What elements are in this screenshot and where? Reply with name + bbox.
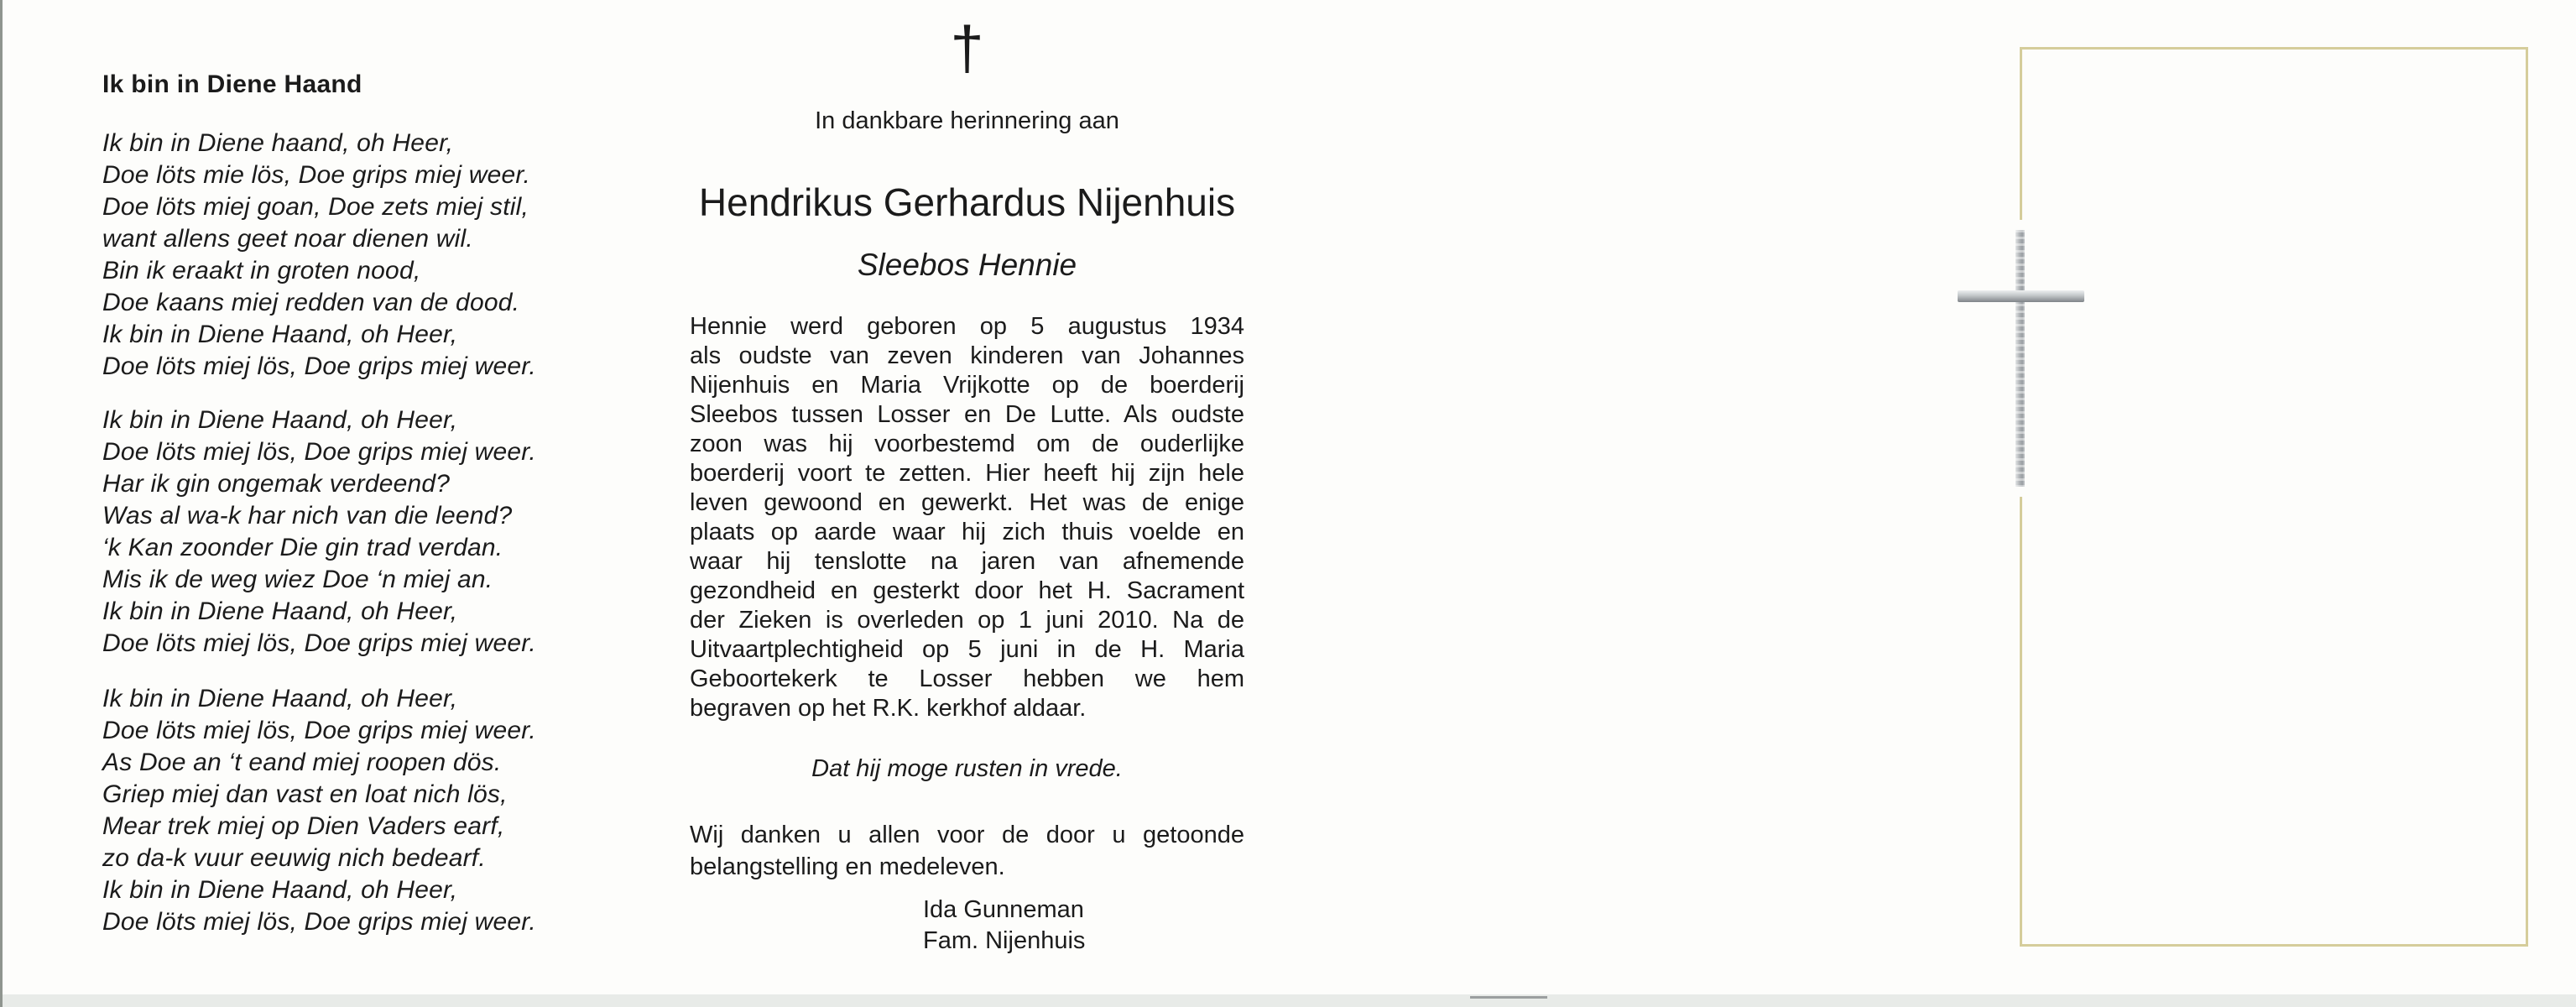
poem-line: Ik bin in Diene Haand, oh Heer,	[102, 685, 458, 712]
poem-line: Doe löts miej lös, Doe grips miej weer.	[102, 908, 536, 936]
poem-line: Bin ik eraakt in groten nood,	[102, 257, 421, 284]
bio-line: Uitvaartplechtigheid op 5 juni in de H. Maria	[690, 636, 1244, 663]
bio-line: der Zieken is overleden op 1 juni 2010. Na de	[690, 607, 1244, 634]
poem-line: Ik bin in Diene Haand, oh Heer,	[102, 597, 458, 625]
bio-line: Geboortekerk te Losser hebben we hem	[690, 665, 1244, 692]
bio-line: gezondheid en gesterkt door het H. Sacrament	[690, 577, 1244, 604]
thanks-line: belangstelling en medeleven.	[690, 853, 1005, 880]
poem-line: zo da-k vuur eeuwig nich bedearf.	[102, 844, 486, 872]
scanner-background-strip	[0, 994, 2576, 1007]
bio-line: zoon was hij voorbestemd om de ouderlijke	[690, 430, 1244, 457]
thanks-paragraph	[690, 819, 1244, 883]
poem-line: Doe löts mie lös, Doe grips miej weer.	[102, 161, 530, 189]
poem-line: Was al wa-k har nich van die leend?	[102, 502, 513, 530]
poem-line: ‘k Kan zoonder Die gin trad verdan.	[102, 534, 503, 561]
thanks-line: Wij danken u allen voor de door u getoonde	[690, 822, 1244, 848]
gold-border-frame	[2020, 47, 2528, 947]
bio-line: Hennie werd geboren op 5 augustus 1934	[690, 313, 1244, 340]
poem-line: Griep miej dan vast en loat nich lös,	[102, 780, 508, 808]
poem-line: Ik bin in Diene Haand, oh Heer,	[102, 321, 458, 348]
cross-horizontal-bar	[1958, 290, 2084, 302]
bio-line: Nijenhuis en Maria Vrijkotte op de boerderij	[690, 372, 1244, 399]
poem-line: Doe löts miej lös, Doe grips miej weer.	[102, 438, 536, 466]
rest-in-peace-line: Dat hij moge rusten in vrede.	[811, 755, 1123, 782]
signature-block	[923, 895, 1085, 957]
poem-line: Ik bin in Diene Haand, oh Heer,	[102, 876, 458, 904]
bio-line: plaats op aarde waar hij zich thuis voelde en	[690, 519, 1244, 545]
poem-stanza-3	[102, 683, 536, 938]
deceased-nickname: Sleebos Hennie	[857, 248, 1077, 282]
poem-line: Doe löts miej lös, Doe grips miej weer.	[102, 629, 536, 657]
poem-line: Mis ik de weg wiez Doe ‘n miej an.	[102, 566, 493, 593]
poem-line: Doe kaans miej redden van de dood.	[102, 289, 520, 316]
poem-stanza-2	[102, 404, 536, 660]
signature-name: Ida Gunneman	[923, 896, 1084, 923]
memorial-intro: In dankbare herinnering aan	[815, 107, 1119, 134]
left-scan-edge	[0, 0, 3, 1007]
poem-line: Ik bin in Diene haand, oh Heer,	[102, 129, 454, 157]
bio-line: waar hij tenslotte na jaren van afnemende	[690, 548, 1244, 575]
poem-line: Doe löts miej goan, Doe zets miej stil,	[102, 193, 529, 221]
cross-icon	[2015, 230, 2025, 487]
bio-line: Sleebos tussen Losser en De Lutte. Als oudste	[690, 401, 1244, 428]
biography	[690, 312, 1244, 723]
poem-stanza-1	[102, 128, 536, 383]
poem-title: Ik bin in Diene Haand	[102, 70, 362, 98]
poem-line: Ik bin in Diene Haand, oh Heer,	[102, 406, 458, 434]
card-fold-edge	[1276, 0, 1284, 995]
poem-line: As Doe an ‘t eand miej roopen dös.	[102, 749, 502, 776]
poem-line: want allens geet noar dienen wil.	[102, 225, 473, 253]
scan-artifact-line	[1470, 996, 1547, 999]
deceased-name: Hendrikus Gerhardus Nijenhuis	[698, 180, 1236, 224]
bio-line: leven gewoond en gewerkt. Het was de enige	[690, 489, 1244, 516]
poem-line: Har ik gin ongemak verdeend?	[102, 470, 451, 498]
bio-line: boerderij voort te zetten. Hier heeft hij zijn hele	[690, 460, 1244, 487]
bio-line: begraven op het R.K. kerkhof aldaar.	[690, 695, 1087, 722]
bio-line: als oudste van zeven kinderen van Johannes	[690, 342, 1244, 369]
dagger-icon: †	[950, 15, 984, 82]
poem-line: Mear trek miej op Dien Vaders earf,	[102, 812, 505, 840]
poem-line: Doe löts miej lös, Doe grips miej weer.	[102, 717, 536, 744]
signature-family: Fam. Nijenhuis	[923, 927, 1086, 954]
poem-line: Doe löts miej lös, Doe grips miej weer.	[102, 352, 536, 380]
